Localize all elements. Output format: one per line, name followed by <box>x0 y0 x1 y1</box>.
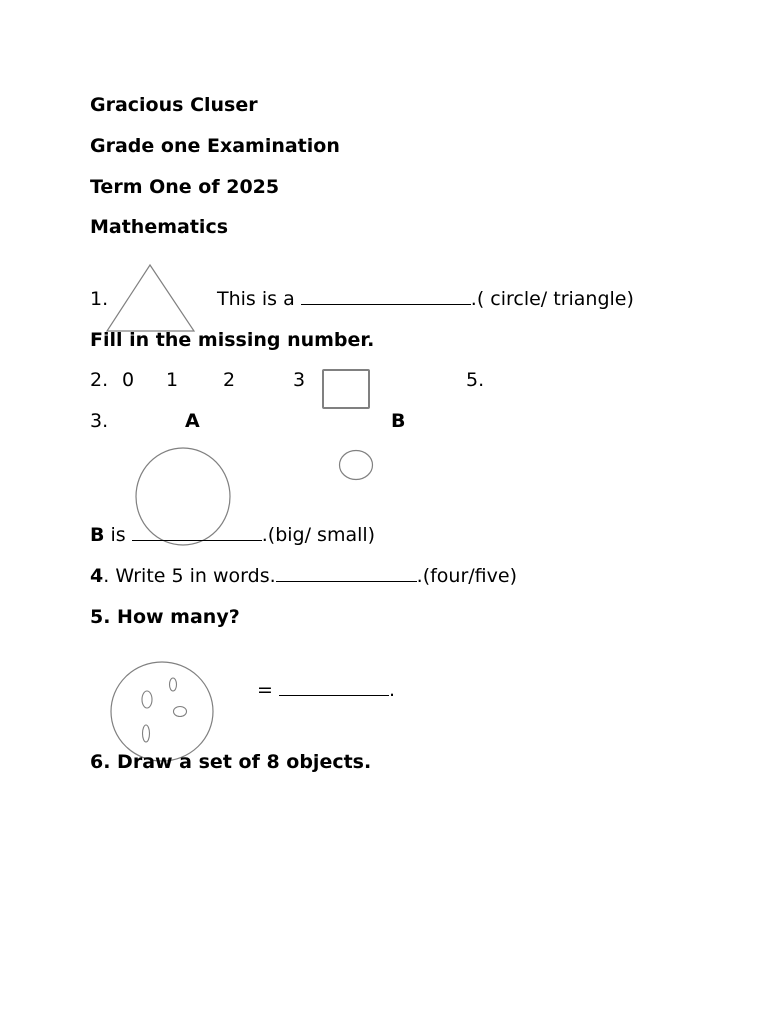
q2-seq-3: 3 <box>293 369 306 391</box>
q3-answer-line <box>90 526 375 545</box>
q1-text-before: This is a <box>217 288 295 310</box>
q2-seq-0: 0 <box>122 369 135 391</box>
q4-number: 4 <box>90 565 104 587</box>
q1-answer-blank[interactable] <box>301 303 471 305</box>
q2-seq-2: 2 <box>223 369 236 391</box>
small-circle-icon <box>338 449 374 481</box>
q5-title: 5. How many? <box>90 606 240 628</box>
school-name: Gracious Cluser <box>90 94 258 116</box>
q5-suffix: . <box>388 679 396 701</box>
object-1 <box>142 691 152 708</box>
section-fill-missing: Fill in the missing number. <box>90 329 375 351</box>
q5-equals: = <box>257 679 273 701</box>
q3-answer-prefix-bold: B <box>90 524 105 546</box>
label-a: A <box>185 410 200 432</box>
q3-number: 3. <box>90 410 109 432</box>
q4-text: . Write 5 in words. <box>103 565 276 587</box>
q4-line <box>90 567 517 586</box>
q3-answer-blank[interactable] <box>132 539 262 541</box>
q2-seq-1: 1 <box>166 369 179 391</box>
q3-answer-suffix: .(big/ small) <box>261 524 376 546</box>
counting-circle-icon <box>110 661 216 763</box>
subject-title: Mathematics <box>90 216 229 238</box>
term-title: Term One of 2025 <box>90 176 280 198</box>
object-2 <box>170 678 177 691</box>
q1-question <box>217 290 634 309</box>
label-b: B <box>391 410 406 432</box>
q2-seq-5: 5. <box>466 369 485 391</box>
object-3 <box>174 707 187 717</box>
q3-answer-prefix: is <box>104 524 126 546</box>
q5-answer-blank[interactable] <box>279 694 389 696</box>
q6-title: 6. Draw a set of 8 objects. <box>90 751 372 773</box>
q2-number: 2. <box>90 369 109 391</box>
triangle-icon <box>105 263 197 333</box>
q1-text-after: .( circle/ triangle) <box>470 288 634 310</box>
q4-suffix: .(four/five) <box>416 565 517 587</box>
exam-title: Grade one Examination <box>90 135 340 157</box>
q4-answer-blank[interactable] <box>276 580 417 582</box>
object-4 <box>143 725 150 742</box>
missing-number-box[interactable] <box>322 369 370 409</box>
q1-number: 1. <box>90 288 109 310</box>
q5-answer-line <box>257 681 395 700</box>
